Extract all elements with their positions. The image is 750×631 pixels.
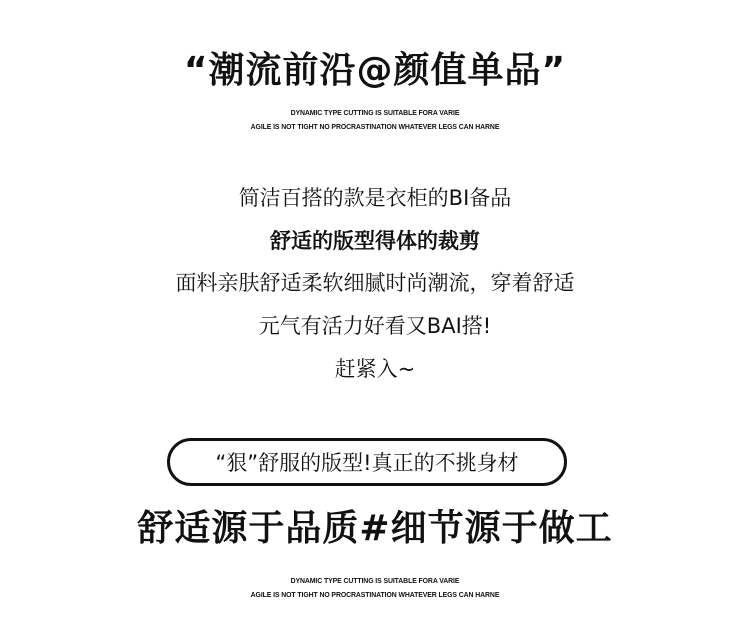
headline-english-line-2: AGILE IS NOT TIGHT NO PROCRASTINATION WHATEVER LEGS CAN HARNE: [250, 122, 500, 131]
highlight-pill: [167, 438, 567, 486]
headline-title: “潮流前沿@颜值单品”: [183, 50, 567, 91]
description-line-5: 赶紧入~: [334, 357, 416, 381]
headline-english-line-1: DYNAMIC TYPE CUTTING IS SUITABLE FORA VARIE: [290, 108, 460, 117]
description-line-2: 舒适的版型得体的裁剪: [270, 229, 480, 253]
description-line-3: 面料亲肤舒适柔软细腻时尚潮流，穿着舒适: [175, 271, 575, 295]
highlight-pill-text: “狠”舒服的版型!真正的不挑身材: [215, 451, 519, 475]
description-line-4: 元气有活力好看又BAI搭!: [258, 314, 492, 338]
footer-english-line-1: DYNAMIC TYPE CUTTING IS SUITABLE FORA VARIE: [290, 576, 460, 585]
footer-english-line-2: AGILE IS NOT TIGHT NO PROCRASTINATION WHATEVER LEGS CAN HARNE: [250, 590, 500, 599]
footer-title: 舒适源于品质#细节源于做工: [137, 508, 613, 549]
description-line-1: 简洁百搭的款是衣柜的BI备品: [238, 186, 512, 210]
